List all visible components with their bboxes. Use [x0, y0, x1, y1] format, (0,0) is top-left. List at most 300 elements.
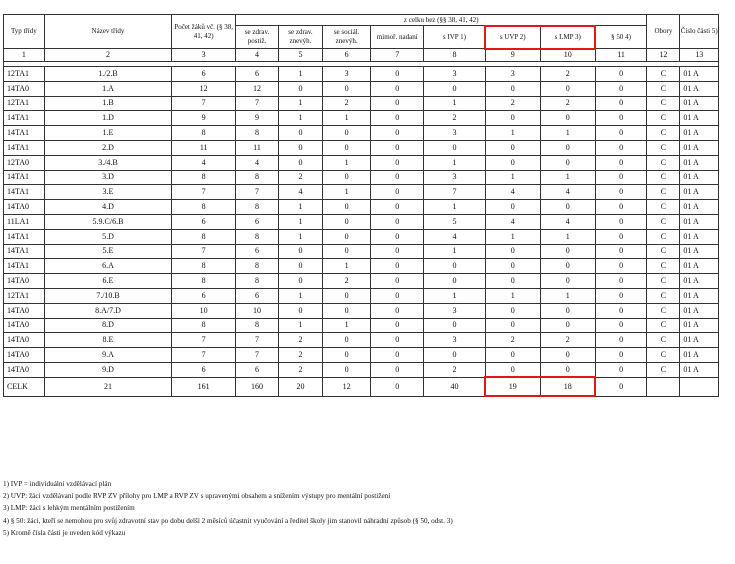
table-cell: 0 [595, 214, 647, 229]
table-cell: 12 [236, 81, 279, 96]
table-cell: 4 [424, 229, 486, 244]
table-cell: 01 A [680, 155, 719, 170]
total-cell: 21 [44, 377, 172, 396]
total-cell: 12 [322, 377, 370, 396]
table-cell: 01 A [680, 274, 719, 289]
table-cell: 0 [595, 67, 647, 82]
table-cell: 7 [424, 185, 486, 200]
table-cell: 6 [236, 288, 279, 303]
table-row [4, 214, 719, 229]
table-cell: 2 [322, 96, 370, 111]
table-cell: C [647, 67, 680, 82]
total-cell: 20 [278, 377, 322, 396]
table-cell: 1./2.B [44, 67, 172, 82]
table-row [4, 229, 719, 244]
table-cell: C [647, 214, 680, 229]
table-cell: 2 [278, 362, 322, 377]
table-cell: 0 [595, 200, 647, 215]
table-cell: 8 [236, 318, 279, 333]
table-cell: 1 [322, 185, 370, 200]
table-cell: C [647, 126, 680, 141]
table-cell: 0 [595, 259, 647, 274]
table-cell: 0 [371, 348, 424, 363]
column-number-cell: 11 [595, 49, 647, 62]
table-cell: 2.D [44, 140, 172, 155]
table-cell: 0 [424, 318, 486, 333]
table-cell: 7 [172, 348, 236, 363]
header-ivp: s IVP 1) [424, 26, 486, 49]
table-cell: 1.B [44, 96, 172, 111]
table-cell: 8 [236, 170, 279, 185]
table-cell: 1 [540, 229, 595, 244]
table-cell: 01 A [680, 185, 719, 200]
table-cell: 6 [172, 214, 236, 229]
total-row [4, 377, 719, 396]
table-cell: 0 [424, 348, 486, 363]
table-cell: 14TA1 [4, 229, 45, 244]
table-row [4, 318, 719, 333]
table-cell: 0 [424, 259, 486, 274]
table-cell: 14TA0 [4, 348, 45, 363]
table-cell: 0 [278, 303, 322, 318]
header-health-disabled: se zdrav. postiž. [236, 26, 279, 49]
table-cell: 8 [172, 229, 236, 244]
table-row [4, 274, 719, 289]
table-cell: 6.E [44, 274, 172, 289]
header-fields: Obory [647, 15, 680, 49]
table-cell: 9.D [44, 362, 172, 377]
table-cell: 6 [236, 214, 279, 229]
table-cell: 8 [172, 170, 236, 185]
table-cell: C [647, 244, 680, 259]
total-cell [647, 377, 680, 396]
footnotes [3, 478, 453, 539]
header-lmp: s LMP 3) [540, 26, 595, 49]
table-cell: C [647, 81, 680, 96]
table-cell: 0 [371, 303, 424, 318]
table-cell: 0 [595, 185, 647, 200]
table-cell: 1 [485, 288, 540, 303]
table-cell: 0 [595, 170, 647, 185]
table-row [4, 140, 719, 155]
table-cell: 0 [485, 318, 540, 333]
table-cell: 1 [485, 170, 540, 185]
table-cell: 01 A [680, 259, 719, 274]
table-cell: 1 [322, 111, 370, 126]
table-cell: 0 [540, 244, 595, 259]
table-cell: C [647, 140, 680, 155]
table-cell: 1 [540, 170, 595, 185]
table-cell: 11 [236, 140, 279, 155]
table-cell: 0 [371, 362, 424, 377]
table-cell: 0 [322, 288, 370, 303]
table-cell: 4 [172, 155, 236, 170]
table-cell: 7 [236, 185, 279, 200]
table-cell: 14TA0 [4, 303, 45, 318]
table-cell: C [647, 288, 680, 303]
table-cell: 4 [540, 214, 595, 229]
table-cell: 0 [485, 111, 540, 126]
footnote-1: 1) IVP = individuální vzdělávací plán [3, 480, 112, 488]
table-cell: 3 [424, 170, 486, 185]
table-cell: 14TA0 [4, 362, 45, 377]
table-cell: 0 [322, 214, 370, 229]
table-cell: 14TA1 [4, 111, 45, 126]
table-cell: 14TA1 [4, 140, 45, 155]
table-cell: 2 [278, 348, 322, 363]
table-cell: 1 [278, 200, 322, 215]
table-cell: 01 A [680, 333, 719, 348]
total-cell: 18 [540, 377, 595, 396]
table-cell: 0 [595, 362, 647, 377]
table-cell: 14TA1 [4, 170, 45, 185]
table-cell: 0 [595, 96, 647, 111]
table-cell: 14TA0 [4, 200, 45, 215]
table-cell: 0 [595, 111, 647, 126]
table-cell: 0 [371, 185, 424, 200]
class-statistics-table [3, 14, 719, 397]
table-cell: 01 A [680, 81, 719, 96]
table-cell: 1 [424, 200, 486, 215]
table-cell: 0 [371, 67, 424, 82]
table-cell: 0 [595, 81, 647, 96]
table-cell: 0 [540, 362, 595, 377]
table-cell: 0 [371, 170, 424, 185]
table-cell: 01 A [680, 111, 719, 126]
table-cell: 0 [595, 318, 647, 333]
table-cell: 7 [236, 348, 279, 363]
table-cell: 14TA1 [4, 244, 45, 259]
table-row [4, 259, 719, 274]
table-cell: 0 [371, 155, 424, 170]
table-cell: 2 [322, 274, 370, 289]
table-cell: 0 [371, 333, 424, 348]
table-cell: 8 [236, 229, 279, 244]
table-cell: C [647, 170, 680, 185]
table-cell: 8.E [44, 333, 172, 348]
table-cell: 1 [278, 96, 322, 111]
table-cell: 5.D [44, 229, 172, 244]
table-cell: 7 [236, 333, 279, 348]
footnote-2: 2) UVP: žáci vzdělávaní podle RVP ZV přílohy pro LMP a RVP ZV s upravenými obsahem a snížením výstupy pro mentální postižení [3, 492, 391, 501]
table-cell: 1 [485, 229, 540, 244]
table-cell: 2 [540, 96, 595, 111]
table-row [4, 126, 719, 141]
table-cell: 1 [322, 155, 370, 170]
table-row [4, 67, 719, 82]
table-cell: 0 [595, 155, 647, 170]
table-cell: 3 [424, 67, 486, 82]
table-cell: 0 [278, 274, 322, 289]
table-cell: 0 [595, 126, 647, 141]
table-cell: C [647, 185, 680, 200]
table-cell: 6.A [44, 259, 172, 274]
table-cell: 0 [322, 362, 370, 377]
table-row [4, 288, 719, 303]
table-cell: 0 [322, 126, 370, 141]
table-cell: 8 [172, 259, 236, 274]
total-cell [680, 377, 719, 396]
table-cell: 1 [278, 318, 322, 333]
table-cell: 8 [236, 200, 279, 215]
table-cell: 6 [172, 362, 236, 377]
table-cell: 14TA1 [4, 185, 45, 200]
table-row [4, 244, 719, 259]
table-cell: 0 [371, 214, 424, 229]
table-cell: 2 [485, 333, 540, 348]
table-cell: 14TA0 [4, 318, 45, 333]
table-cell: 3 [322, 67, 370, 82]
table-cell: 01 A [680, 303, 719, 318]
column-number-cell: 6 [322, 49, 370, 62]
table-row [4, 96, 719, 111]
table-cell: 7 [172, 96, 236, 111]
table-cell: 0 [278, 259, 322, 274]
table-cell: 0 [540, 81, 595, 96]
table-cell: 0 [485, 348, 540, 363]
table-cell: 0 [595, 140, 647, 155]
column-number-cell: 13 [680, 49, 719, 62]
table-cell: 3.D [44, 170, 172, 185]
table-cell: 0 [595, 333, 647, 348]
table-cell: 0 [485, 200, 540, 215]
column-number-row [4, 49, 719, 62]
table-cell: 0 [595, 274, 647, 289]
footnote-4: 4) § 50: žáci, kteří se nemohou pro svůj zdravotní stav po dobu delší 2 měsíců účastnit vyučování a ředitel školy jim stanovil náhradní způsob (§ 50, odst. 3) [3, 516, 453, 525]
table-cell: 0 [595, 303, 647, 318]
table-cell: 14TA0 [4, 81, 45, 96]
table-cell: 2 [278, 333, 322, 348]
table-cell: 5.E [44, 244, 172, 259]
table-cell: C [647, 96, 680, 111]
table-cell: 0 [485, 81, 540, 96]
table-cell: 0 [322, 170, 370, 185]
total-cell: 161 [172, 377, 236, 396]
table-cell: 0 [540, 303, 595, 318]
column-number-cell: 9 [485, 49, 540, 62]
table-cell: 4.D [44, 200, 172, 215]
table-cell: 2 [424, 111, 486, 126]
table-row [4, 170, 719, 185]
table-cell: 01 A [680, 244, 719, 259]
table-cell: 0 [371, 200, 424, 215]
table-cell: 0 [278, 81, 322, 96]
table-cell: 0 [322, 229, 370, 244]
footnote-5: 5) Kromě čísla části je uveden kód výkazu [3, 528, 126, 537]
table-cell: 01 A [680, 288, 719, 303]
table-cell: 01 A [680, 96, 719, 111]
table-cell: 12TA0 [4, 155, 45, 170]
table-cell: 01 A [680, 126, 719, 141]
table-row [4, 348, 719, 363]
table-cell: C [647, 348, 680, 363]
table-cell: 0 [485, 274, 540, 289]
table-cell: 0 [371, 111, 424, 126]
table-cell: 0 [371, 244, 424, 259]
table-cell: C [647, 229, 680, 244]
table-cell: 1 [485, 126, 540, 141]
table-cell: C [647, 303, 680, 318]
table-row [4, 303, 719, 318]
table-cell: 0 [371, 140, 424, 155]
total-cell: 0 [595, 377, 647, 396]
table-cell: 0 [371, 81, 424, 96]
table-cell: 1 [322, 318, 370, 333]
column-number-cell: 3 [172, 49, 236, 62]
table-cell: 8 [172, 126, 236, 141]
column-number-cell: 2 [44, 49, 172, 62]
table-cell: 7./10.B [44, 288, 172, 303]
table-cell: 0 [540, 259, 595, 274]
table-cell: 0 [322, 303, 370, 318]
column-number-cell: 12 [647, 49, 680, 62]
column-number-cell: 7 [371, 49, 424, 62]
table-cell: C [647, 259, 680, 274]
table-cell: 01 A [680, 214, 719, 229]
table-cell: 3 [424, 303, 486, 318]
table-cell: 10 [172, 303, 236, 318]
table-row [4, 200, 719, 215]
table-cell: 2 [424, 362, 486, 377]
table-cell: 1 [278, 111, 322, 126]
table-cell: 1 [540, 288, 595, 303]
table-cell: 7 [172, 333, 236, 348]
table-cell: 0 [371, 274, 424, 289]
table-cell: 01 A [680, 200, 719, 215]
table-cell: 0 [322, 333, 370, 348]
table-cell: 7 [236, 96, 279, 111]
table-row [4, 333, 719, 348]
table-cell: 0 [371, 229, 424, 244]
table-row [4, 111, 719, 126]
table-cell: 1.E [44, 126, 172, 141]
table-cell: 1 [278, 288, 322, 303]
table-cell: 0 [485, 140, 540, 155]
table-cell: 0 [322, 348, 370, 363]
table-cell: C [647, 274, 680, 289]
table-cell: 4 [485, 185, 540, 200]
table-cell: 01 A [680, 67, 719, 82]
table-cell: 8 [172, 200, 236, 215]
column-number-cell: 8 [424, 49, 486, 62]
table-cell: 0 [540, 200, 595, 215]
table-cell: 8 [236, 274, 279, 289]
table-cell: 0 [278, 140, 322, 155]
table-cell: 01 A [680, 229, 719, 244]
header-social-disadvantaged: se sociál. znevýh. [322, 26, 370, 49]
table-cell: C [647, 111, 680, 126]
table-cell: 01 A [680, 348, 719, 363]
table-cell: 0 [540, 111, 595, 126]
table-cell: 0 [278, 126, 322, 141]
table-cell: 5.9.C/6.B [44, 214, 172, 229]
table-cell: 1 [540, 126, 595, 141]
table-row [4, 81, 719, 96]
column-number-cell: 1 [4, 49, 45, 62]
table-cell: 12 [172, 81, 236, 96]
table-cell: 5 [424, 214, 486, 229]
table-cell: 0 [540, 155, 595, 170]
table-cell: C [647, 362, 680, 377]
header-row-1 [4, 15, 719, 26]
table-cell: 0 [371, 96, 424, 111]
table-cell: 14TA0 [4, 274, 45, 289]
table-cell: 8 [236, 259, 279, 274]
table-cell: 1.D [44, 111, 172, 126]
table-cell: C [647, 333, 680, 348]
header-uvp: s UVP 2) [485, 26, 540, 49]
table-cell: 0 [322, 140, 370, 155]
table-cell: 3 [485, 67, 540, 82]
total-cell: CELK [4, 377, 45, 396]
table-cell: 0 [371, 318, 424, 333]
table-cell: 8.A/7.D [44, 303, 172, 318]
header-part-number: Číslo části 5) [680, 15, 719, 49]
table-cell: 8.D [44, 318, 172, 333]
table-cell: 0 [485, 244, 540, 259]
table-cell: 6 [236, 67, 279, 82]
table-cell: 4 [485, 214, 540, 229]
table-cell: 6 [236, 244, 279, 259]
header-pupil-count: Počet žáků vč. (§ 38, 41, 42) [172, 15, 236, 49]
table-cell: 9 [172, 111, 236, 126]
header-class-type: Typ třídy [4, 15, 45, 49]
table-cell: 1 [278, 67, 322, 82]
table-cell: 3./4.B [44, 155, 172, 170]
table-cell: 0 [424, 274, 486, 289]
total-cell: 19 [485, 377, 540, 396]
table-cell: 0 [278, 244, 322, 259]
table-cell: 6 [236, 362, 279, 377]
table-cell: 6 [172, 67, 236, 82]
table-cell: C [647, 318, 680, 333]
table-row [4, 185, 719, 200]
header-gifted: mimoř. nadaní [371, 26, 424, 49]
header-health-disadvantaged: se zdrav. znevýh. [278, 26, 322, 49]
table-cell: 2 [540, 67, 595, 82]
table-cell: 1 [424, 96, 486, 111]
table-cell: 1 [322, 259, 370, 274]
total-cell: 160 [236, 377, 279, 396]
table-cell: 0 [371, 288, 424, 303]
table-cell: 7 [172, 185, 236, 200]
header-section-50: § 50 4) [595, 26, 647, 49]
footnote-3: 3) LMP: žáci s lehkým mentálním postižením [3, 504, 135, 513]
table-cell: 4 [540, 185, 595, 200]
table-cell: 14TA1 [4, 259, 45, 274]
table-cell: C [647, 200, 680, 215]
table-cell: 1 [278, 229, 322, 244]
table-cell: 7 [172, 244, 236, 259]
table-cell: 1 [424, 244, 486, 259]
table-cell: 8 [236, 126, 279, 141]
table-cell: 1 [424, 155, 486, 170]
header-class-name: Název třídy [44, 15, 172, 49]
table-cell: 2 [540, 333, 595, 348]
table-cell: 01 A [680, 318, 719, 333]
table-cell: 1 [278, 214, 322, 229]
table-cell: 0 [424, 81, 486, 96]
table-cell: 0 [485, 362, 540, 377]
table-cell: 0 [322, 244, 370, 259]
table-cell: 0 [540, 140, 595, 155]
table-cell: 0 [322, 200, 370, 215]
table-cell: 12TA1 [4, 288, 45, 303]
table-cell: 0 [371, 126, 424, 141]
table-row [4, 362, 719, 377]
table-cell: 3.E [44, 185, 172, 200]
column-number-cell: 4 [236, 49, 279, 62]
